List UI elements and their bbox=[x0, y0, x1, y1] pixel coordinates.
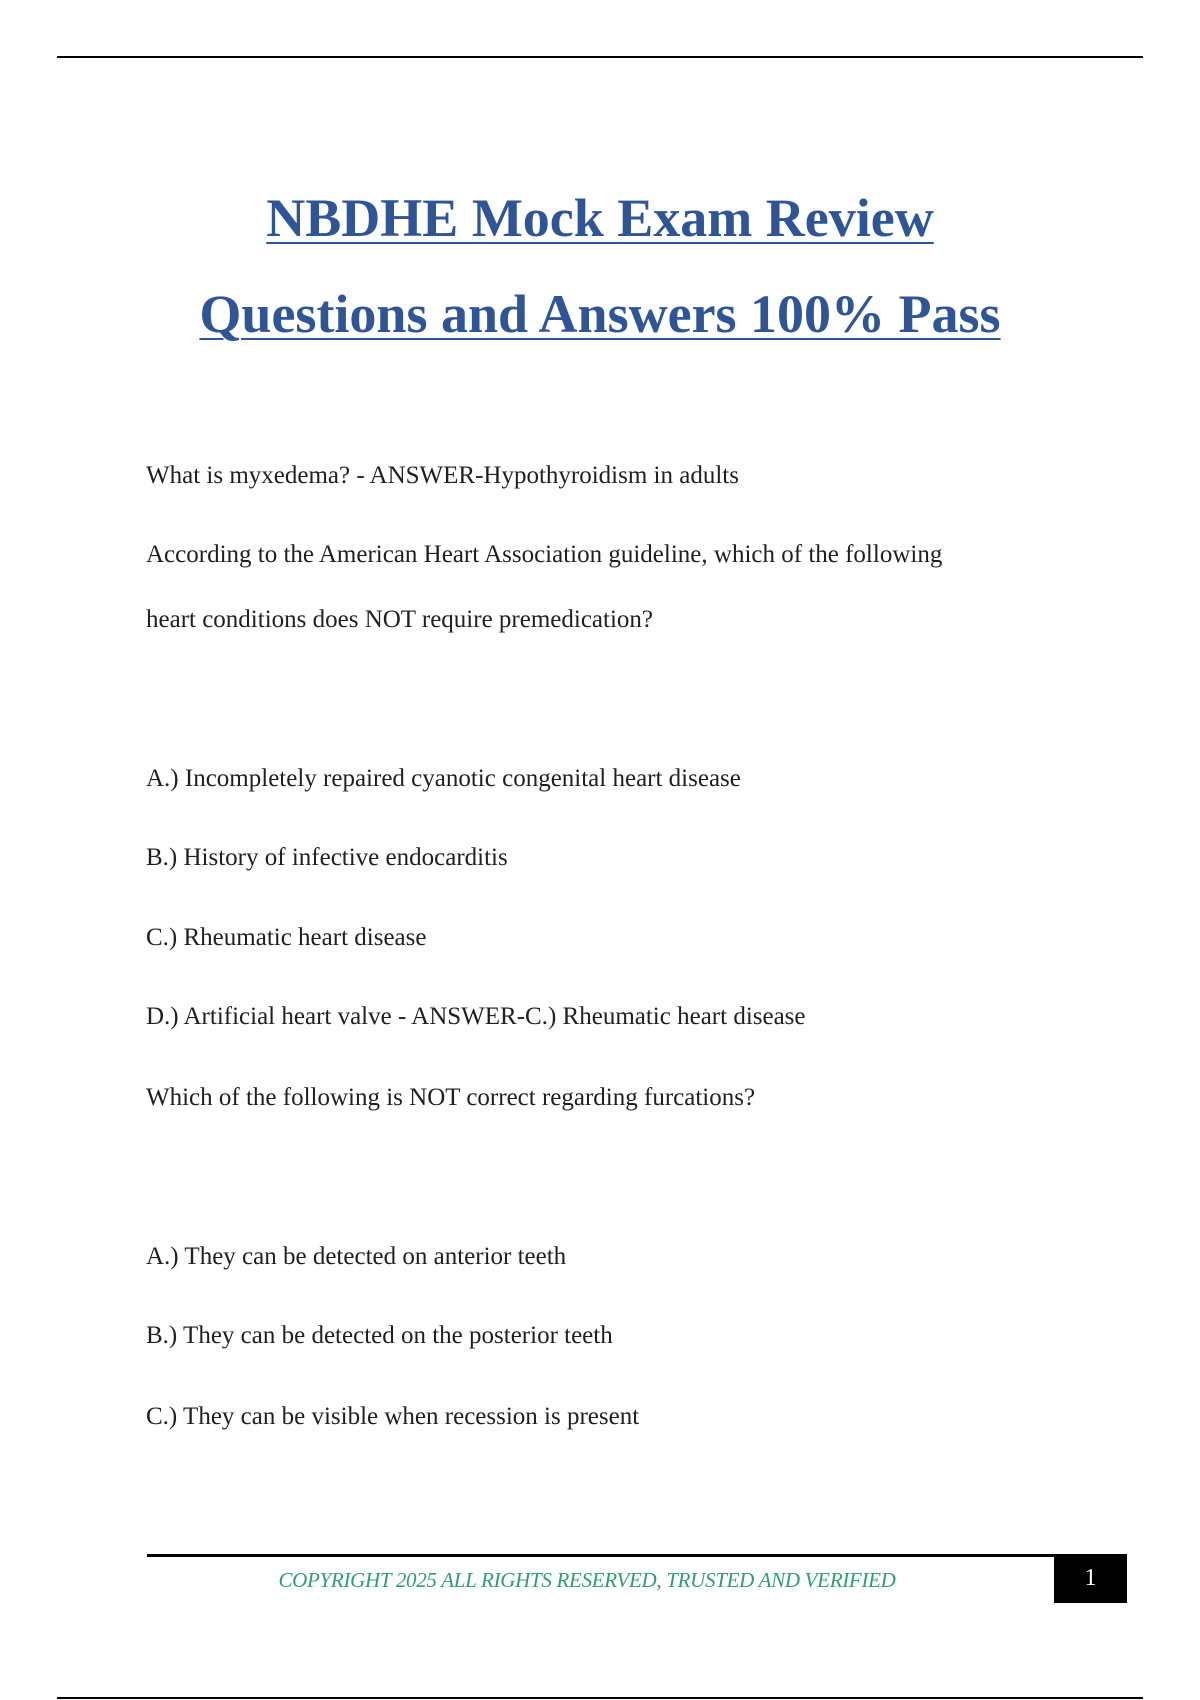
option-line: C.) They can be visible when recession is present bbox=[146, 1403, 640, 1430]
document-title bbox=[57, 170, 1143, 362]
option-line: A.) They can be detected on anterior teeth bbox=[146, 1243, 567, 1270]
title-line-2 bbox=[57, 266, 1143, 362]
qa-line: What is myxedema? - ANSWER-Hypothyroidism in adults bbox=[146, 462, 739, 489]
footer-rule bbox=[147, 1554, 1127, 1557]
title-line-1-text: NBDHE Mock Exam Review bbox=[266, 188, 934, 248]
option-line: C.) Rheumatic heart disease bbox=[146, 924, 427, 951]
option-line: B.) They can be detected on the posterior teeth bbox=[146, 1322, 613, 1349]
page-bottom-rule bbox=[57, 1697, 1143, 1699]
option-line: B.) History of infective endocarditis bbox=[146, 844, 508, 871]
question-line: heart conditions does NOT require premedication? bbox=[146, 606, 654, 633]
question-line: Which of the following is NOT correct regarding furcations? bbox=[146, 1084, 756, 1111]
page-number: 1 bbox=[1054, 1554, 1127, 1603]
title-line-2-text: Questions and Answers 100% Pass bbox=[199, 284, 1001, 344]
header-rule bbox=[57, 56, 1143, 58]
question-line: According to the American Heart Association guideline, which of the following bbox=[146, 541, 943, 568]
option-line: A.) Incompletely repaired cyanotic congenital heart disease bbox=[146, 765, 741, 792]
title-line-1 bbox=[57, 170, 1143, 266]
option-answer-line: D.) Artificial heart valve - ANSWER-C.) Rheumatic heart disease bbox=[146, 1003, 806, 1030]
footer-copyright: COPYRIGHT 2025 ALL RIGHTS RESERVED, TRUSTED AND VERIFIED bbox=[278, 1568, 896, 1592]
